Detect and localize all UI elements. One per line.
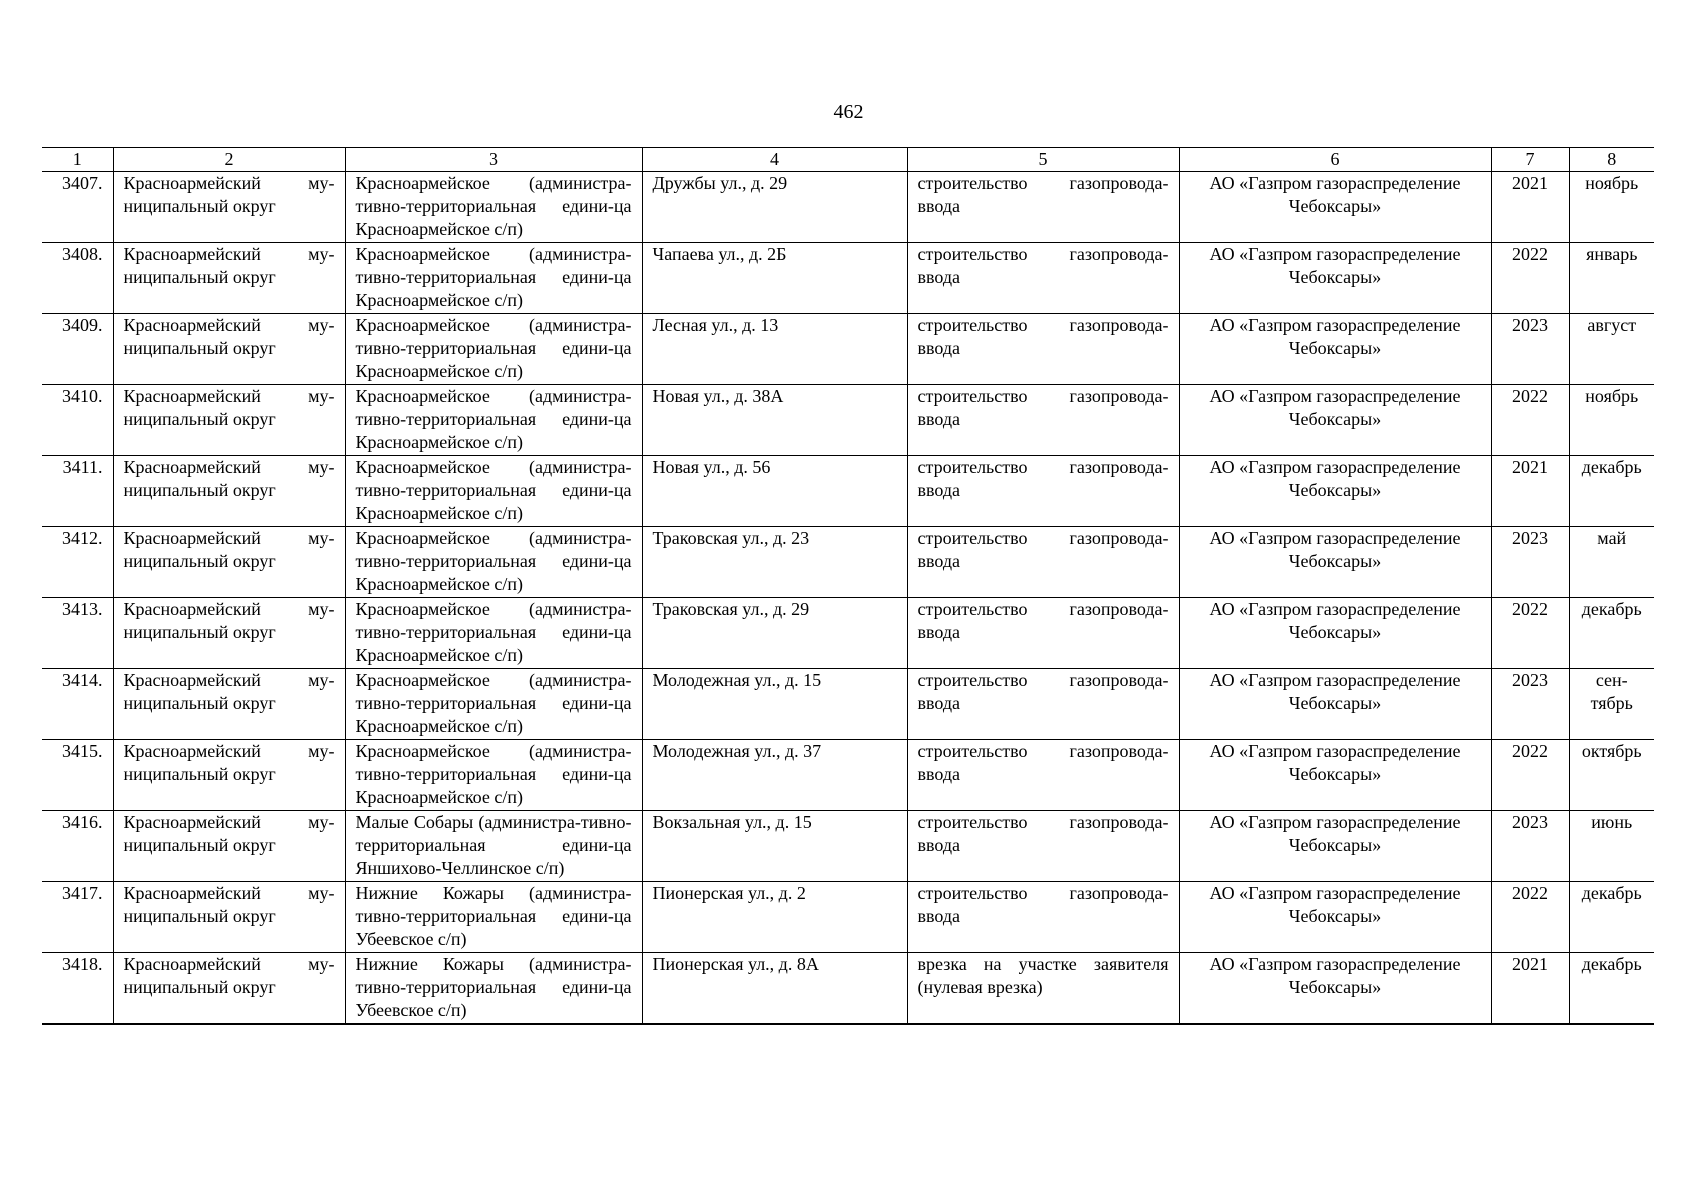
organization-cell: АО «Газпром газораспределение Чебоксары» — [1179, 669, 1491, 740]
year-cell: 2022 — [1491, 740, 1569, 811]
district-cell: Красноармейский му-ниципальный округ — [113, 811, 345, 882]
settlement-cell: Красноармейское (администра-тивно-территориальная едини-ца Красноармейское с/п) — [345, 456, 642, 527]
work-type-cell: строительство газопровода-ввода — [907, 882, 1179, 953]
organization-cell: АО «Газпром газораспределение Чебоксары» — [1179, 172, 1491, 243]
column-header: 8 — [1569, 148, 1654, 172]
year-cell: 2023 — [1491, 811, 1569, 882]
address-cell: Лесная ул., д. 13 — [642, 314, 907, 385]
table-row — [42, 953, 1654, 1025]
row-number: 3410. — [42, 385, 113, 456]
table-row — [42, 456, 1654, 527]
settlement-cell: Красноармейское (администра-тивно-территориальная едини-ца Красноармейское с/п) — [345, 385, 642, 456]
settlement-cell: Красноармейское (администра-тивно-территориальная едини-ца Красноармейское с/п) — [345, 669, 642, 740]
district-cell: Красноармейский му-ниципальный округ — [113, 740, 345, 811]
column-header: 1 — [42, 148, 113, 172]
year-cell: 2021 — [1491, 172, 1569, 243]
month-cell: август — [1569, 314, 1654, 385]
settlement-cell: Нижние Кожары (администра-тивно-территориальная едини-ца Убеевское с/п) — [345, 882, 642, 953]
row-number: 3416. — [42, 811, 113, 882]
work-type-cell: строительство газопровода-ввода — [907, 314, 1179, 385]
settlement-cell: Красноармейское (администра-тивно-территориальная едини-ца Красноармейское с/п) — [345, 527, 642, 598]
year-cell: 2023 — [1491, 527, 1569, 598]
month-cell: сен-тябрь — [1569, 669, 1654, 740]
column-header: 2 — [113, 148, 345, 172]
year-cell: 2023 — [1491, 669, 1569, 740]
table-row — [42, 172, 1654, 243]
table-row — [42, 669, 1654, 740]
year-cell: 2021 — [1491, 953, 1569, 1025]
month-cell: январь — [1569, 243, 1654, 314]
address-cell: Новая ул., д. 38А — [642, 385, 907, 456]
settlement-cell: Красноармейское (администра-тивно-территориальная едини-ца Красноармейское с/п) — [345, 598, 642, 669]
district-cell: Красноармейский му-ниципальный округ — [113, 456, 345, 527]
work-type-cell: строительство газопровода-ввода — [907, 456, 1179, 527]
organization-cell: АО «Газпром газораспределение Чебоксары» — [1179, 456, 1491, 527]
district-cell: Красноармейский му-ниципальный округ — [113, 172, 345, 243]
column-header: 6 — [1179, 148, 1491, 172]
district-cell: Красноармейский му-ниципальный округ — [113, 598, 345, 669]
month-cell: май — [1569, 527, 1654, 598]
organization-cell: АО «Газпром газораспределение Чебоксары» — [1179, 811, 1491, 882]
organization-cell: АО «Газпром газораспределение Чебоксары» — [1179, 527, 1491, 598]
row-number: 3415. — [42, 740, 113, 811]
row-number: 3409. — [42, 314, 113, 385]
district-cell: Красноармейский му-ниципальный округ — [113, 527, 345, 598]
month-cell: октябрь — [1569, 740, 1654, 811]
row-number: 3412. — [42, 527, 113, 598]
year-cell: 2023 — [1491, 314, 1569, 385]
column-header: 7 — [1491, 148, 1569, 172]
district-cell: Красноармейский му-ниципальный округ — [113, 669, 345, 740]
organization-cell: АО «Газпром газораспределение Чебоксары» — [1179, 740, 1491, 811]
table-row — [42, 314, 1654, 385]
settlement-cell: Малые Собары (администра-тивно-территориальная едини-ца Яншихово-Челлинское с/п) — [345, 811, 642, 882]
work-type-cell: строительство газопровода-ввода — [907, 172, 1179, 243]
organization-cell: АО «Газпром газораспределение Чебоксары» — [1179, 598, 1491, 669]
address-cell: Чапаева ул., д. 2Б — [642, 243, 907, 314]
district-cell: Красноармейский му-ниципальный округ — [113, 882, 345, 953]
address-cell: Траковская ул., д. 23 — [642, 527, 907, 598]
settlement-cell: Красноармейское (администра-тивно-территориальная едини-ца Красноармейское с/п) — [345, 172, 642, 243]
settlement-cell: Красноармейское (администра-тивно-территориальная едини-ца Красноармейское с/п) — [345, 314, 642, 385]
row-number: 3418. — [42, 953, 113, 1025]
row-number: 3408. — [42, 243, 113, 314]
address-cell: Траковская ул., д. 29 — [642, 598, 907, 669]
address-cell: Пионерская ул., д. 8А — [642, 953, 907, 1025]
work-type-cell: строительство газопровода-ввода — [907, 669, 1179, 740]
table-row — [42, 527, 1654, 598]
column-number-row — [42, 148, 1654, 172]
year-cell: 2022 — [1491, 598, 1569, 669]
table-row — [42, 740, 1654, 811]
table-row — [42, 811, 1654, 882]
district-cell: Красноармейский му-ниципальный округ — [113, 385, 345, 456]
table-row — [42, 243, 1654, 314]
column-header: 3 — [345, 148, 642, 172]
month-cell: декабрь — [1569, 953, 1654, 1025]
settlement-cell: Красноармейское (администра-тивно-территориальная едини-ца Красноармейское с/п) — [345, 243, 642, 314]
month-cell: декабрь — [1569, 456, 1654, 527]
organization-cell: АО «Газпром газораспределение Чебоксары» — [1179, 385, 1491, 456]
address-cell: Дружбы ул., д. 29 — [642, 172, 907, 243]
row-number: 3407. — [42, 172, 113, 243]
organization-cell: АО «Газпром газораспределение Чебоксары» — [1179, 882, 1491, 953]
month-cell: ноябрь — [1569, 172, 1654, 243]
row-number: 3411. — [42, 456, 113, 527]
organization-cell: АО «Газпром газораспределение Чебоксары» — [1179, 953, 1491, 1025]
year-cell: 2022 — [1491, 385, 1569, 456]
work-type-cell: строительство газопровода-ввода — [907, 527, 1179, 598]
settlement-cell: Нижние Кожары (администра-тивно-территориальная едини-ца Убеевское с/п) — [345, 953, 642, 1025]
year-cell: 2022 — [1491, 243, 1569, 314]
district-cell: Красноармейский му-ниципальный округ — [113, 953, 345, 1025]
year-cell: 2021 — [1491, 456, 1569, 527]
organization-cell: АО «Газпром газораспределение Чебоксары» — [1179, 314, 1491, 385]
work-type-cell: строительство газопровода-ввода — [907, 243, 1179, 314]
column-header: 5 — [907, 148, 1179, 172]
table-row — [42, 598, 1654, 669]
page-number: 462 — [833, 101, 864, 123]
work-type-cell: строительство газопровода-ввода — [907, 385, 1179, 456]
year-cell: 2022 — [1491, 882, 1569, 953]
address-cell: Молодежная ул., д. 15 — [642, 669, 907, 740]
address-cell: Новая ул., д. 56 — [642, 456, 907, 527]
address-cell: Молодежная ул., д. 37 — [642, 740, 907, 811]
month-cell: декабрь — [1569, 598, 1654, 669]
address-cell: Пионерская ул., д. 2 — [642, 882, 907, 953]
settlement-cell: Красноармейское (администра-тивно-территориальная едини-ца Красноармейское с/п) — [345, 740, 642, 811]
row-number: 3417. — [42, 882, 113, 953]
table-row — [42, 882, 1654, 953]
district-cell: Красноармейский му-ниципальный округ — [113, 314, 345, 385]
work-type-cell: строительство газопровода-ввода — [907, 811, 1179, 882]
column-header: 4 — [642, 148, 907, 172]
organization-cell: АО «Газпром газораспределение Чебоксары» — [1179, 243, 1491, 314]
month-cell: июнь — [1569, 811, 1654, 882]
row-number: 3414. — [42, 669, 113, 740]
table-row — [42, 385, 1654, 456]
month-cell: ноябрь — [1569, 385, 1654, 456]
month-cell: декабрь — [1569, 882, 1654, 953]
address-cell: Вокзальная ул., д. 15 — [642, 811, 907, 882]
row-number: 3413. — [42, 598, 113, 669]
work-type-cell: строительство газопровода-ввода — [907, 740, 1179, 811]
district-cell: Красноармейский му-ниципальный округ — [113, 243, 345, 314]
work-type-cell: строительство газопровода-ввода — [907, 598, 1179, 669]
register-table — [42, 147, 1654, 1025]
work-type-cell: врезка на участке заявителя (нулевая врезка) — [907, 953, 1179, 1025]
